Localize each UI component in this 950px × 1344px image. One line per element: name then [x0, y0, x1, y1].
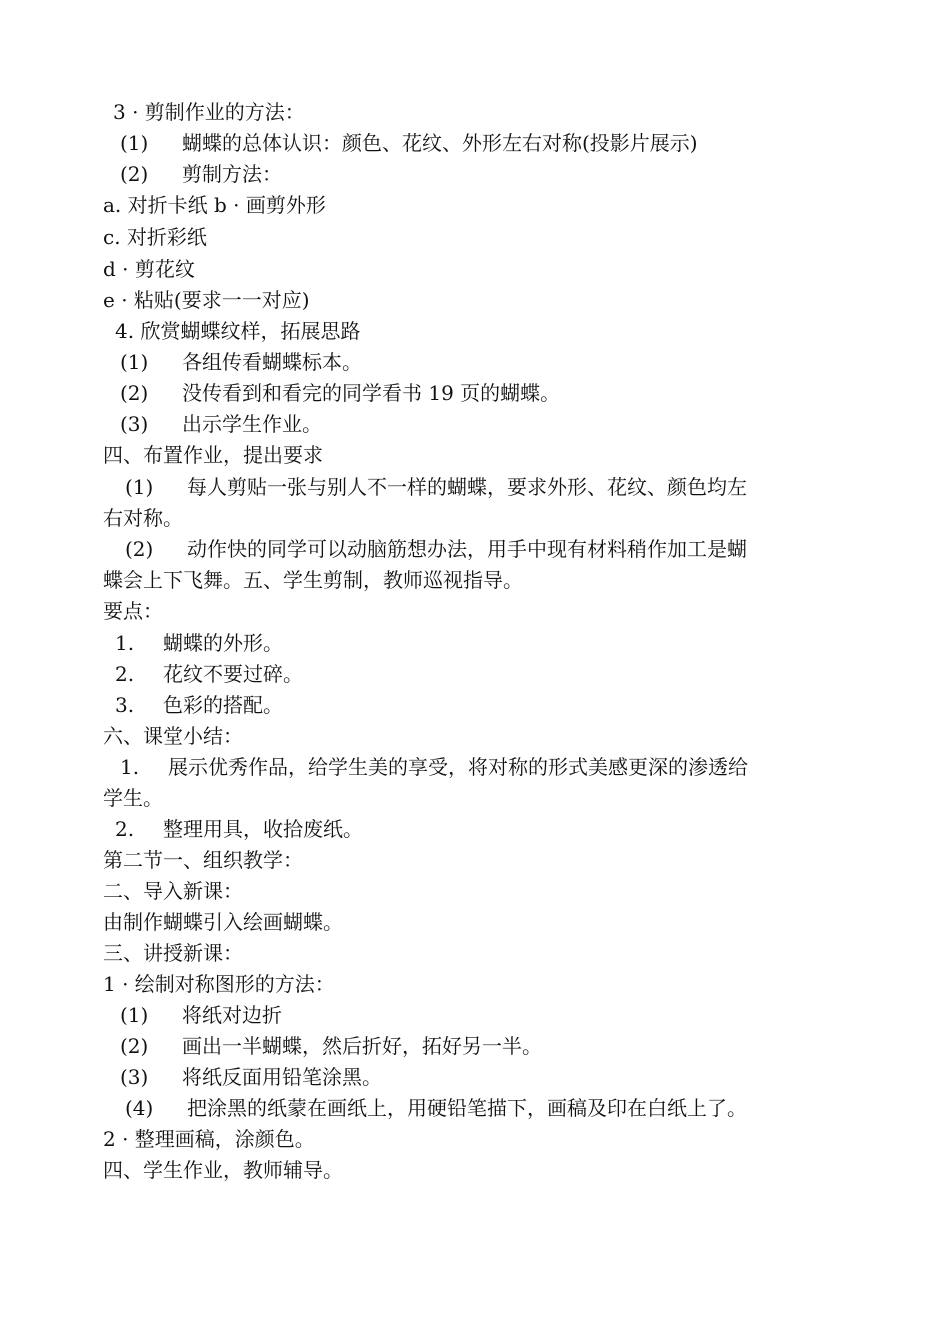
section-heading: 二、导入新课：: [103, 879, 243, 903]
list-item: [115, 633, 283, 653]
list-item: [125, 1098, 747, 1118]
list-marker: (1): [120, 131, 149, 155]
list-text: 动作快的同学可以动脑筋想办法，用手中现有材料稍作加工是蝴: [187, 537, 747, 561]
list-marker: (1): [125, 475, 154, 499]
list-item: [120, 1036, 542, 1056]
list-item: [125, 539, 747, 559]
section-heading: 四、布置作业，提出要求: [103, 443, 323, 467]
text-line: 学生。: [103, 786, 163, 810]
text-line: d · 剪花纹: [103, 257, 195, 281]
list-item: [115, 664, 303, 684]
list-text: 整理用具，收拾废纸。: [163, 817, 363, 841]
list-text: 蝴蝶的外形。: [163, 631, 283, 655]
text-line: a. 对折卡纸 b · 画剪外形: [103, 193, 326, 217]
list-marker: (1): [120, 1003, 149, 1027]
list-item: [120, 1005, 282, 1025]
list-marker: (2): [120, 1034, 149, 1058]
list-text: 剪制方法：: [182, 162, 282, 186]
list-text: 出示学生作业。: [182, 412, 322, 436]
text-line: 蝶会上下飞舞。五、学生剪制，教师巡视指导。: [103, 568, 523, 592]
list-item: [120, 383, 560, 403]
section-heading: 四、学生作业，教师辅导。: [103, 1158, 343, 1182]
text-line: 右对称。: [103, 506, 183, 530]
list-marker: (4): [125, 1096, 154, 1120]
list-marker: (3): [120, 412, 149, 436]
list-marker: (3): [120, 1065, 149, 1089]
list-text: 展示优秀作品，给学生美的享受，将对称的形式美感更深的渗透给: [168, 755, 748, 779]
section-heading: 2 · 整理画稿，涂颜色。: [103, 1127, 315, 1151]
list-marker: (1): [120, 350, 149, 374]
section-heading: 要点：: [103, 599, 163, 623]
list-text: 将纸对边折: [182, 1003, 282, 1027]
list-item: [115, 695, 283, 715]
text-line: e · 粘贴(要求一一对应): [103, 288, 310, 312]
list-marker: 1.: [115, 631, 135, 655]
section-heading: 第二节一、组织教学：: [103, 848, 303, 872]
section-heading: 4. 欣赏蝴蝶纹样，拓展思路: [115, 319, 361, 343]
list-marker: (2): [120, 381, 149, 405]
list-text: 花纹不要过碎。: [163, 662, 303, 686]
list-text: 画出一半蝴蝶，然后折好，拓好另一半。: [182, 1034, 542, 1058]
list-marker: (2): [120, 162, 149, 186]
list-marker: 3.: [115, 693, 135, 717]
list-marker: 2.: [115, 817, 135, 841]
list-marker: 2.: [115, 662, 135, 686]
list-text: 蝴蝶的总体认识：颜色、花纹、外形左右对称(投影片展示): [182, 131, 698, 155]
list-item: [115, 819, 363, 839]
list-item: [120, 352, 362, 372]
list-item: [120, 133, 698, 153]
list-text: 把涂黑的纸蒙在画纸上，用硬铅笔描下，画稿及印在白纸上了。: [187, 1096, 747, 1120]
list-item: [120, 414, 322, 434]
list-text: 没传看到和看完的同学看书 19 页的蝴蝶。: [182, 381, 561, 405]
text-line: c. 对折彩纸: [103, 225, 207, 249]
section-heading: 三、讲授新课：: [103, 941, 243, 965]
text-line: 由制作蝴蝶引入绘画蝴蝶。: [103, 910, 343, 934]
list-text: 色彩的搭配。: [163, 693, 283, 717]
list-marker: (2): [125, 537, 154, 561]
list-text: 将纸反面用铅笔涂黑。: [182, 1065, 382, 1089]
section-heading: 六、课堂小结：: [103, 724, 243, 748]
section-heading: 3 · 剪制作业的方法：: [113, 100, 305, 124]
list-item: [120, 1067, 382, 1087]
list-text: 每人剪贴一张与别人不一样的蝴蝶，要求外形、花纹、颜色均左: [187, 475, 747, 499]
section-heading: 1 · 绘制对称图形的方法：: [103, 972, 335, 996]
list-item: [120, 757, 748, 777]
list-text: 各组传看蝴蝶标本。: [182, 350, 362, 374]
list-marker: 1.: [120, 755, 140, 779]
list-item: [120, 164, 282, 184]
list-item: [125, 477, 747, 497]
